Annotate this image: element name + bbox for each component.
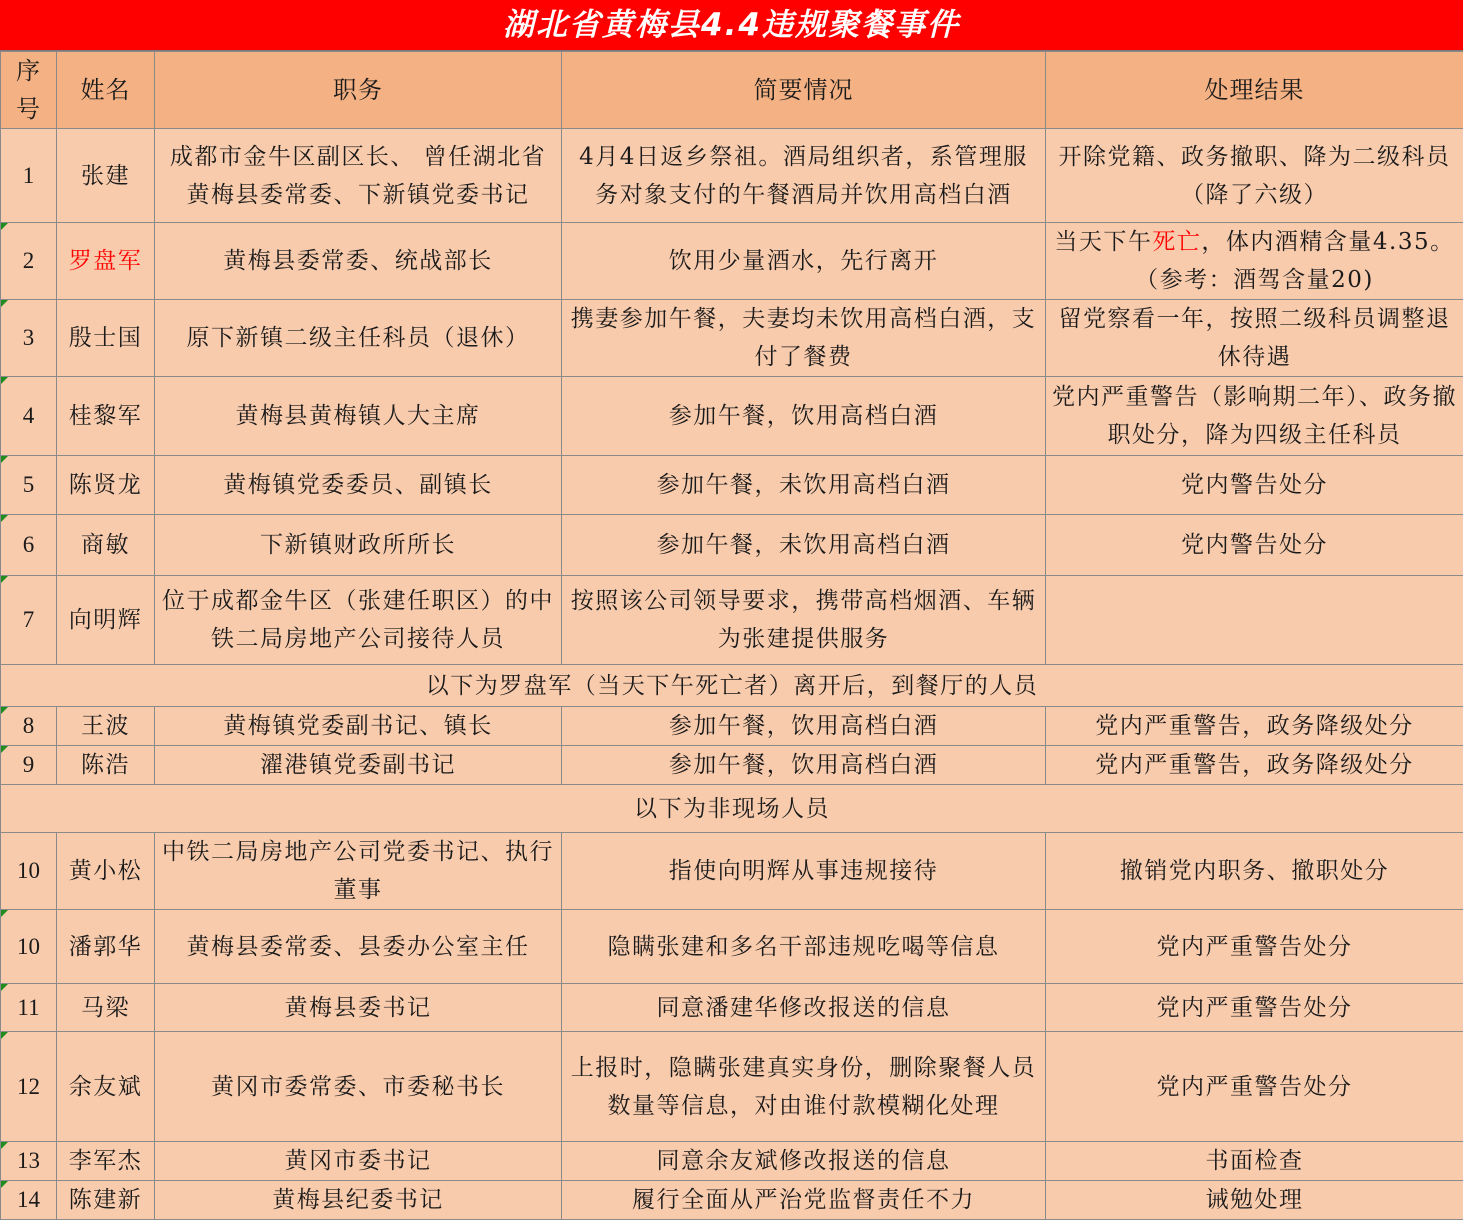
table-row: [1, 833, 1463, 910]
cell-summary[interactable]: 上报时，隐瞒张建真实身份，删除聚餐人员数量等信息，对由谁付款模糊化处理: [562, 1032, 1046, 1142]
cell-summary[interactable]: 按照该公司领导要求，携带高档烟酒、车辆为张建提供服务: [562, 576, 1046, 665]
cell-position[interactable]: 成都市金牛区副区长、 曾任湖北省黄梅县委常委、下新镇党委书记: [155, 129, 562, 223]
cell-index[interactable]: 1: [1, 129, 57, 223]
header-row: [1, 52, 1463, 129]
header-position[interactable]: 职务: [155, 52, 562, 129]
cell-result[interactable]: 党内严重警告，政务降级处分: [1046, 707, 1463, 746]
cell-result[interactable]: 留党察看一年，按照二级科员调整退休待遇: [1046, 300, 1463, 377]
table-row: [1, 746, 1463, 785]
cell-result[interactable]: 党内警告处分: [1046, 456, 1463, 515]
cell-position[interactable]: 位于成都金牛区（张建任职区）的中铁二局房地产公司接待人员: [155, 576, 562, 665]
header-summary[interactable]: 简要情况: [562, 52, 1046, 129]
cell-result[interactable]: 党内严重警告（影响期二年）、政务撤职处分，降为四级主任科员: [1046, 377, 1463, 456]
cell-position[interactable]: 下新镇财政所所长: [155, 515, 562, 576]
cell-summary[interactable]: 携妻参加午餐，夫妻均未饮用高档白酒，支付了餐费: [562, 300, 1046, 377]
cell-index[interactable]: 4: [1, 377, 57, 456]
cell-position[interactable]: 黄梅县委常委、统战部长: [155, 223, 562, 300]
section-after-departure[interactable]: 以下为罗盘军（当天下午死亡者）离开后，到餐厅的人员: [1, 665, 1463, 707]
cell-position[interactable]: 濯港镇党委副书记: [155, 746, 562, 785]
header-name[interactable]: 姓名: [57, 52, 155, 129]
cell-position[interactable]: 中铁二局房地产公司党委书记、执行董事: [155, 833, 562, 910]
cell-result[interactable]: 撤销党内职务、撤职处分: [1046, 833, 1463, 910]
cell-name[interactable]: 陈建新: [57, 1181, 155, 1220]
section-offsite[interactable]: 以下为非现场人员: [1, 785, 1463, 833]
cell-summary[interactable]: 同意潘建华修改报送的信息: [562, 984, 1046, 1032]
cell-index[interactable]: 11: [1, 984, 57, 1032]
cell-position[interactable]: 黄梅县黄梅镇人大主席: [155, 377, 562, 456]
cell-index[interactable]: 14: [1, 1181, 57, 1220]
cell-position[interactable]: 黄冈市委常委、市委秘书长: [155, 1032, 562, 1142]
cell-result[interactable]: 党内警告处分: [1046, 515, 1463, 576]
cell-result[interactable]: [1046, 223, 1463, 300]
cell-result[interactable]: 党内严重警告处分: [1046, 984, 1463, 1032]
cell-index[interactable]: 5: [1, 456, 57, 515]
table-row: [1, 377, 1463, 456]
cell-name[interactable]: 马梁: [57, 984, 155, 1032]
cell-summary[interactable]: 参加午餐，饮用高档白酒: [562, 707, 1046, 746]
cell-result[interactable]: 书面检查: [1046, 1142, 1463, 1181]
table-row: [1, 910, 1463, 984]
table-row: [1, 984, 1463, 1032]
cell-result[interactable]: 诫勉处理: [1046, 1181, 1463, 1220]
cell-name[interactable]: 桂黎军: [57, 377, 155, 456]
cell-name[interactable]: 黄小松: [57, 833, 155, 910]
result-text: ，体内酒精含量4.35。（参考：酒驾含量20): [1135, 229, 1454, 293]
header-index[interactable]: 序号: [1, 52, 57, 129]
cell-name[interactable]: 向明辉: [57, 576, 155, 665]
cell-name[interactable]: 余友斌: [57, 1032, 155, 1142]
table-row: [1, 1032, 1463, 1142]
cell-name[interactable]: 罗盘军: [57, 223, 155, 300]
cell-summary[interactable]: 参加午餐，饮用高档白酒: [562, 377, 1046, 456]
table-row: [1, 129, 1463, 223]
cell-result[interactable]: [1046, 576, 1463, 665]
cell-result[interactable]: 党内严重警告处分: [1046, 910, 1463, 984]
cell-position[interactable]: 黄梅县委书记: [155, 984, 562, 1032]
cell-position[interactable]: 黄梅县委常委、县委办公室主任: [155, 910, 562, 984]
table-row: [1, 1142, 1463, 1181]
cell-index[interactable]: 10: [1, 910, 57, 984]
sheet-title: 湖北省黄梅县4.4违规聚餐事件: [0, 0, 1463, 51]
cell-index[interactable]: 7: [1, 576, 57, 665]
cell-index[interactable]: 3: [1, 300, 57, 377]
death-highlight: 死亡: [1152, 229, 1201, 255]
table-row: [1, 456, 1463, 515]
incident-table: [0, 51, 1463, 1220]
cell-name[interactable]: 潘郭华: [57, 910, 155, 984]
cell-index[interactable]: 9: [1, 746, 57, 785]
cell-name[interactable]: 王波: [57, 707, 155, 746]
cell-summary[interactable]: 同意余友斌修改报送的信息: [562, 1142, 1046, 1181]
table-row: [1, 576, 1463, 665]
cell-summary[interactable]: 隐瞒张建和多名干部违规吃喝等信息: [562, 910, 1046, 984]
cell-name[interactable]: 殷士国: [57, 300, 155, 377]
cell-position[interactable]: 黄梅县纪委书记: [155, 1181, 562, 1220]
cell-name[interactable]: 李军杰: [57, 1142, 155, 1181]
section-row: [1, 785, 1463, 833]
cell-index[interactable]: 13: [1, 1142, 57, 1181]
cell-index[interactable]: 2: [1, 223, 57, 300]
cell-summary[interactable]: 参加午餐，未饮用高档白酒: [562, 456, 1046, 515]
cell-name[interactable]: 商敏: [57, 515, 155, 576]
section-row: [1, 665, 1463, 707]
cell-summary[interactable]: 履行全面从严治党监督责任不力: [562, 1181, 1046, 1220]
cell-result[interactable]: 党内严重警告，政务降级处分: [1046, 746, 1463, 785]
cell-summary[interactable]: 4月4日返乡祭祖。酒局组织者，系管理服务对象支付的午餐酒局并饮用高档白酒: [562, 129, 1046, 223]
table-row: [1, 223, 1463, 300]
cell-summary[interactable]: 参加午餐，饮用高档白酒: [562, 746, 1046, 785]
cell-position[interactable]: 黄梅镇党委委员、副镇长: [155, 456, 562, 515]
cell-name[interactable]: 陈贤龙: [57, 456, 155, 515]
header-result[interactable]: 处理结果: [1046, 52, 1463, 129]
cell-index[interactable]: 12: [1, 1032, 57, 1142]
cell-index[interactable]: 8: [1, 707, 57, 746]
cell-name[interactable]: 陈浩: [57, 746, 155, 785]
cell-index[interactable]: 10: [1, 833, 57, 910]
table-row: [1, 707, 1463, 746]
result-text: 当天下午: [1054, 229, 1152, 255]
cell-index[interactable]: 6: [1, 515, 57, 576]
cell-summary[interactable]: 饮用少量酒水，先行离开: [562, 223, 1046, 300]
cell-position[interactable]: 原下新镇二级主任科员（退休）: [155, 300, 562, 377]
cell-summary[interactable]: 参加午餐，未饮用高档白酒: [562, 515, 1046, 576]
cell-result[interactable]: 开除党籍、政务撤职、降为二级科员（降了六级）: [1046, 129, 1463, 223]
cell-position[interactable]: 黄梅镇党委副书记、镇长: [155, 707, 562, 746]
table-row: [1, 515, 1463, 576]
cell-result[interactable]: 党内严重警告处分: [1046, 1032, 1463, 1142]
cell-name[interactable]: 张建: [57, 129, 155, 223]
table-row: [1, 300, 1463, 377]
cell-position[interactable]: 黄冈市委书记: [155, 1142, 562, 1181]
cell-summary[interactable]: 指使向明辉从事违规接待: [562, 833, 1046, 910]
table-row: [1, 1181, 1463, 1220]
